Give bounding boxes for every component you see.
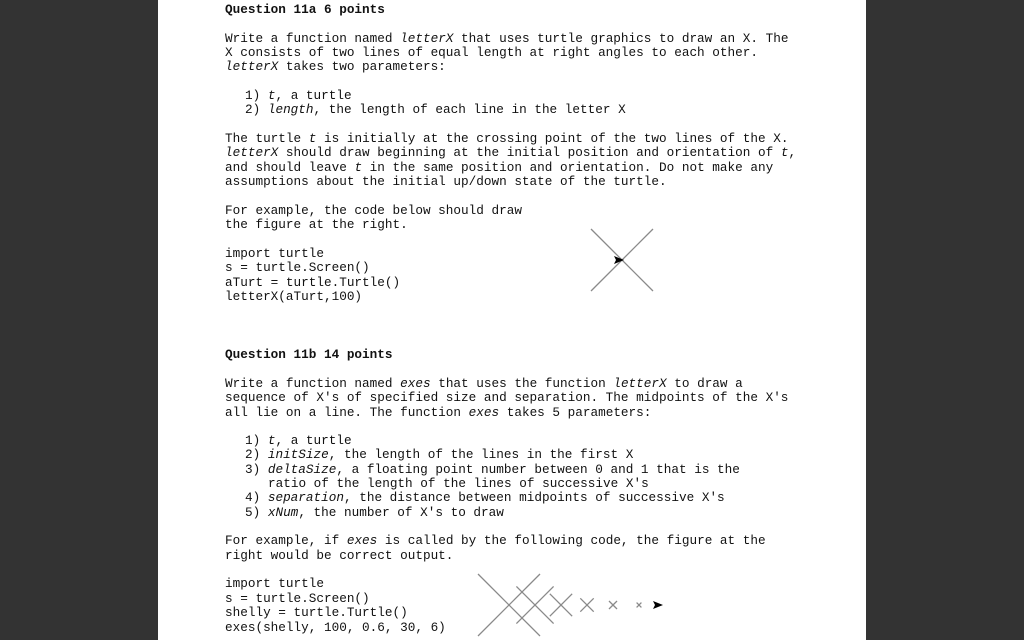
text-segment: that uses the function: [430, 376, 614, 391]
text-segment: to draw a: [666, 376, 743, 391]
text-segment: that uses turtle graphics to draw an X. The: [453, 31, 789, 46]
text-segment: 2): [245, 102, 268, 117]
text-line: [225, 406, 651, 420]
text-line: [225, 391, 788, 405]
turtle-arrow-icon: [653, 601, 663, 609]
text-segment: import turtle: [225, 576, 324, 591]
text-segment: takes two parameters:: [278, 59, 446, 74]
identifier: t: [780, 145, 789, 160]
text-segment: sequence of X's of specified size and separation. The midpoints of the X's: [225, 390, 789, 405]
text-line: [245, 491, 725, 505]
identifier: t: [267, 88, 276, 103]
text-segment: 4): [245, 490, 268, 505]
x-mark: [478, 574, 540, 636]
text-segment: 5): [245, 505, 268, 520]
text-line: [245, 448, 633, 462]
x-mark: [516, 586, 553, 623]
text-segment: , the number of X's to draw: [298, 505, 504, 520]
text-segment: X consists of two lines of equal length at right angles to each other.: [225, 45, 758, 60]
identifier: deltaSize: [267, 462, 337, 477]
text-line: [225, 534, 766, 548]
text-line: [245, 463, 740, 477]
code-line: [225, 606, 408, 620]
text-segment: right would be correct output.: [225, 548, 454, 563]
identifier: xNum: [267, 505, 299, 520]
identifier: t: [308, 131, 317, 146]
text-segment: s = turtle.Screen(): [225, 260, 370, 275]
text-segment: The turtle: [225, 131, 309, 146]
text-line: [225, 549, 453, 563]
identifier: initSize: [267, 447, 329, 462]
identifier: length: [267, 102, 314, 117]
x-mark: [637, 603, 642, 608]
identifier: letterX: [225, 59, 279, 74]
text-segment: For example, the code below should draw: [225, 203, 522, 218]
text-segment: all lie on a line. The function: [225, 405, 469, 420]
text-segment: in the same position and orientation. Do not make any: [362, 160, 774, 175]
text-line: [245, 506, 504, 520]
identifier: letterX: [613, 376, 667, 391]
identifier: t: [267, 433, 276, 448]
text-segment: is called by the following code, the figure at the: [377, 533, 766, 548]
code-line: [225, 592, 370, 606]
text-segment: , a turtle: [275, 433, 352, 448]
text-segment: 1): [245, 433, 268, 448]
text-segment: and should leave: [225, 160, 355, 175]
identifier: exes: [468, 405, 500, 420]
text-segment: shelly = turtle.Turtle(): [225, 605, 408, 620]
text-segment: , a floating point number between 0 and 1 that is the: [336, 462, 740, 477]
text-segment: letterX(aTurt,100): [225, 289, 363, 304]
text-segment: 3): [245, 462, 268, 477]
x-mark: [580, 598, 593, 611]
x-mark: [609, 601, 617, 609]
code-line: [225, 621, 446, 635]
document-page: [158, 0, 866, 640]
identifier: t: [354, 160, 363, 175]
x-mark: [550, 594, 572, 616]
text-segment: ,: [788, 145, 797, 160]
text-segment: 1): [245, 88, 268, 103]
text-line: [225, 377, 743, 391]
text-segment: exes(shelly, 100, 0.6, 30, 6): [225, 620, 446, 635]
text-line: [245, 434, 352, 448]
text-segment: should draw beginning at the initial position and orientation of: [278, 145, 781, 160]
question-11b-title: Question 11b 14 points: [225, 347, 393, 362]
text-segment: s = turtle.Screen(): [225, 591, 370, 606]
text-segment: import turtle: [225, 246, 324, 261]
text-segment: For example, if: [225, 533, 347, 548]
text-segment: is initially at the crossing point of the two lines of the X.: [316, 131, 789, 146]
identifier: letterX: [225, 145, 279, 160]
text-segment: , the length of the lines in the first X: [328, 447, 634, 462]
text-segment: takes 5 parameters:: [499, 405, 652, 420]
identifier: exes: [346, 533, 378, 548]
text-segment: 2): [245, 447, 268, 462]
text-segment: , the distance between midpoints of successive X's: [343, 490, 725, 505]
text-segment: the figure at the right.: [225, 217, 408, 232]
text-line: [268, 477, 649, 491]
text-segment: aTurt = turtle.Turtle(): [225, 275, 401, 290]
identifier: exes: [400, 376, 431, 391]
text-segment: , the length of each line in the letter X: [313, 102, 626, 117]
identifier: letterX: [400, 31, 454, 46]
text-segment: , a turtle: [275, 88, 352, 103]
text-segment: ratio of the length of the lines of successive X's: [268, 476, 649, 491]
text-segment: Write a function named: [225, 376, 401, 391]
text-segment: assumptions about the initial up/down state of the turtle.: [225, 174, 667, 189]
identifier: separation: [267, 490, 344, 505]
text-segment: Write a function named: [225, 31, 401, 46]
code-line: [225, 577, 324, 591]
question-11a-title: Question 11a 6 points: [225, 2, 385, 17]
